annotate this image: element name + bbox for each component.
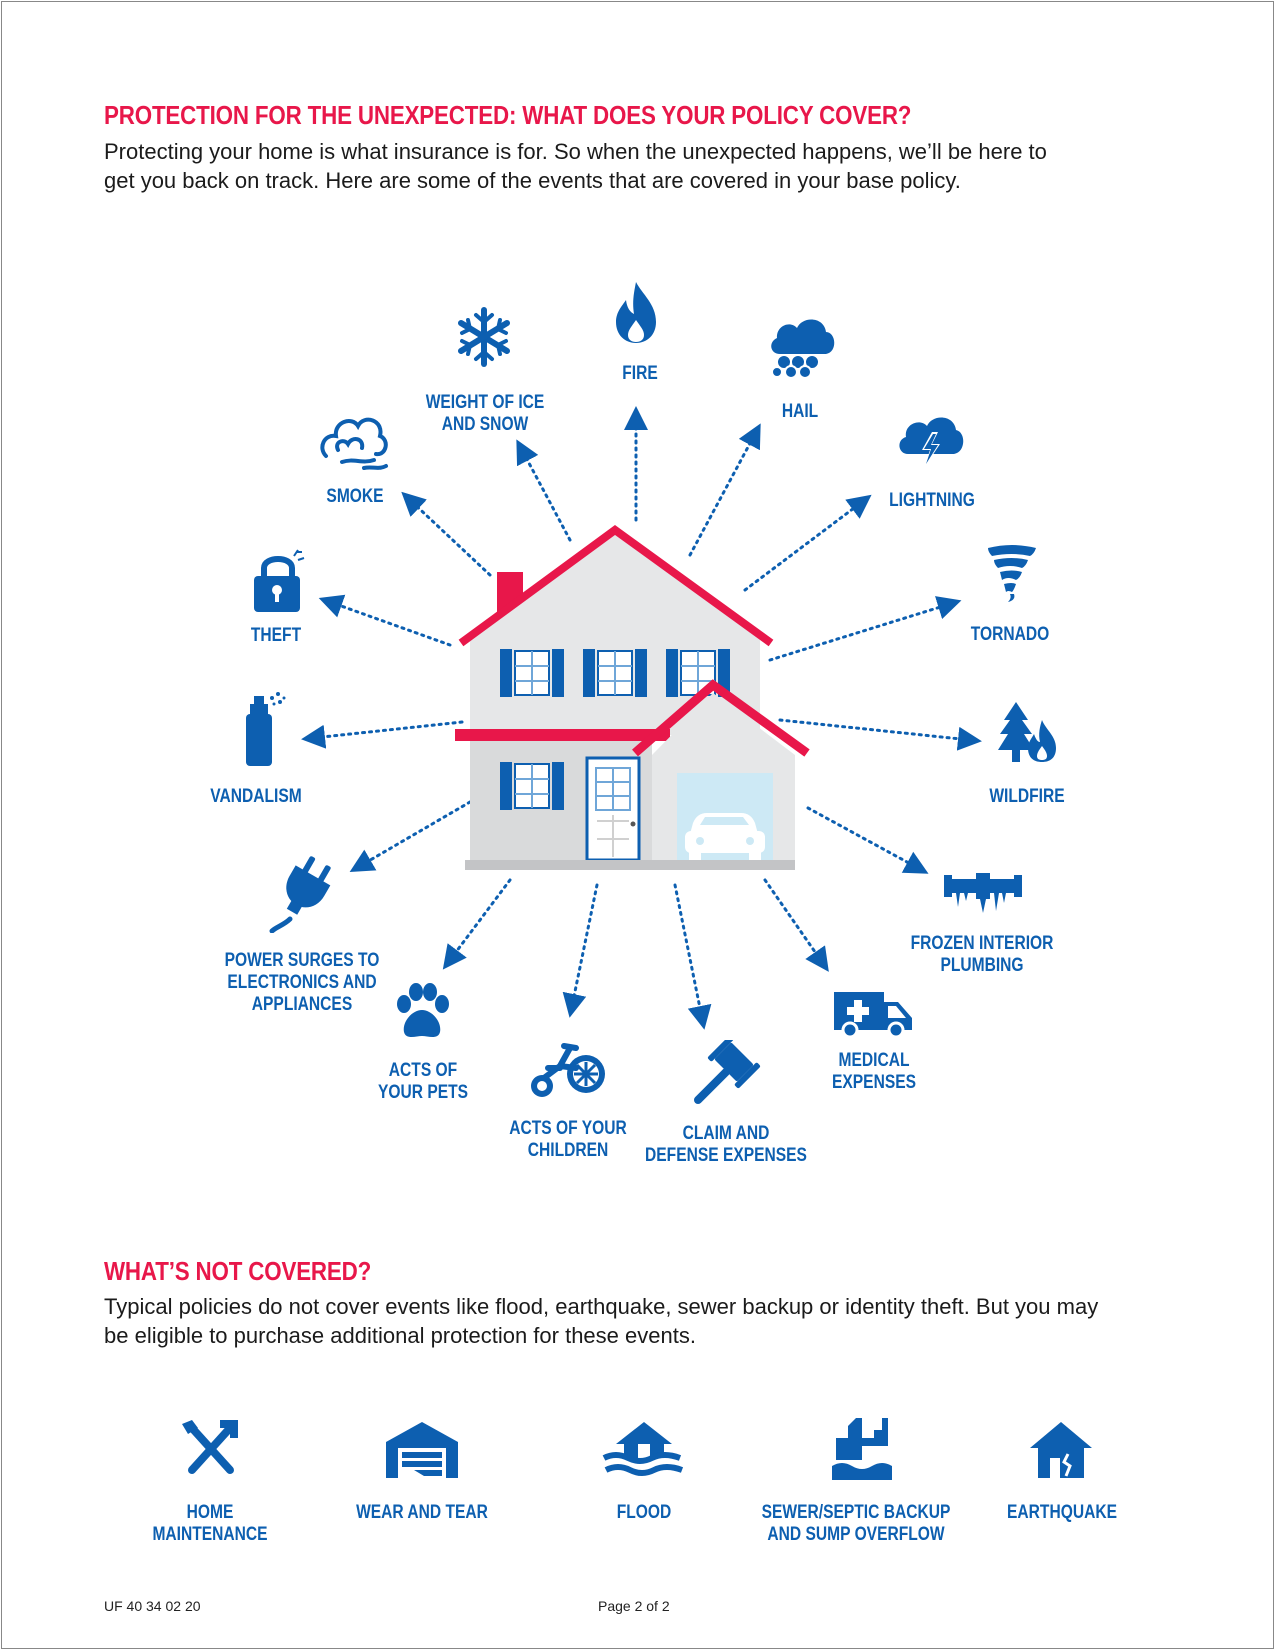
label-maintenance: HOME MAINTENANCE — [152, 1502, 268, 1545]
label-smoke: SMOKE — [326, 486, 384, 507]
label-flood: FLOOD — [616, 1502, 672, 1523]
tricycle-icon — [530, 1038, 608, 1100]
not-covered-intro — [104, 1292, 1184, 1350]
spray-can-icon — [240, 690, 286, 768]
house-illustration — [455, 525, 815, 875]
label-tornado: TORNADO — [970, 624, 1050, 645]
tornado-icon — [984, 542, 1040, 604]
gavel-icon — [692, 1040, 762, 1106]
arrow-vandalism — [313, 722, 462, 738]
frozen-pipe-icon — [944, 873, 1022, 913]
label-earthquake: EARTHQUAKE — [1007, 1502, 1117, 1523]
arrow-children — [572, 885, 597, 1006]
arrow-pets — [450, 880, 510, 960]
label-pets: ACTS OF YOUR PETS — [377, 1060, 469, 1103]
arrow-plumbing — [808, 808, 918, 868]
not-covered-title: WHAT’S NOT COVERED? — [104, 1256, 372, 1286]
label-claim: CLAIM AND DEFENSE EXPENSES — [645, 1123, 807, 1166]
label-medical: MEDICAL EXPENSES — [832, 1050, 916, 1093]
label-children: ACTS OF YOUR CHILDREN — [509, 1118, 627, 1161]
label-ice-snow: WEIGHT OF ICE AND SNOW — [425, 392, 545, 435]
smoke-icon — [318, 410, 390, 472]
covered-intro-line-1: Protecting your home is what insurance is for. So when the unexpected happens, we’ll be here to — [104, 139, 1047, 164]
padlock-icon — [250, 548, 306, 614]
page-number: Page 2 of 2 — [598, 1598, 670, 1614]
lightning-icon — [896, 410, 966, 472]
hail-icon — [768, 312, 838, 378]
arrow-medical — [765, 880, 822, 962]
sewer-icon — [830, 1416, 892, 1480]
covered-section-title: PROTECTION FOR THE UNEXPECTED: WHAT DOES YOUR POLICY COVER? — [104, 100, 912, 130]
arrow-theft — [330, 602, 450, 645]
garage-icon — [384, 1420, 460, 1478]
covered-intro-line-2: get you back on track. Here are some of the events that are covered in your base policy. — [104, 168, 961, 193]
upper-windows — [500, 649, 730, 697]
snowflake-icon — [456, 307, 512, 367]
not-covered-intro-line-2: be eligible to purchase additional protection for these events. — [104, 1323, 696, 1348]
tools-icon — [180, 1418, 240, 1478]
label-lightning: LIGHTNING — [889, 490, 975, 511]
label-wear: WEAR AND TEAR — [356, 1502, 488, 1523]
label-wildfire: WILDFIRE — [989, 786, 1065, 807]
arrow-power — [360, 802, 470, 866]
label-hail: HAIL — [781, 401, 819, 422]
label-vandalism: VANDALISM — [210, 786, 302, 807]
plug-icon — [268, 855, 340, 933]
form-number: UF 40 34 02 20 — [104, 1598, 201, 1614]
label-plumbing: FROZEN INTERIOR PLUMBING — [910, 933, 1054, 976]
ambulance-icon — [832, 988, 916, 1038]
label-sewer: SEWER/SEPTIC BACKUP AND SUMP OVERFLOW — [761, 1502, 951, 1545]
fire-icon — [612, 280, 660, 345]
flood-icon — [602, 1418, 684, 1480]
label-theft: THEFT — [250, 625, 302, 646]
arrow-claim — [675, 885, 702, 1018]
paw-icon — [392, 982, 452, 1040]
label-power: POWER SURGES TO ELECTRONICS AND APPLIANCES — [224, 950, 380, 1015]
not-covered-intro-line-1: Typical policies do not cover events like flood, earthquake, sewer backup or identity theft. But you may — [104, 1294, 1099, 1319]
earthquake-house-icon — [1028, 1420, 1094, 1478]
wildfire-icon — [998, 700, 1058, 764]
label-fire: FIRE — [622, 363, 658, 384]
